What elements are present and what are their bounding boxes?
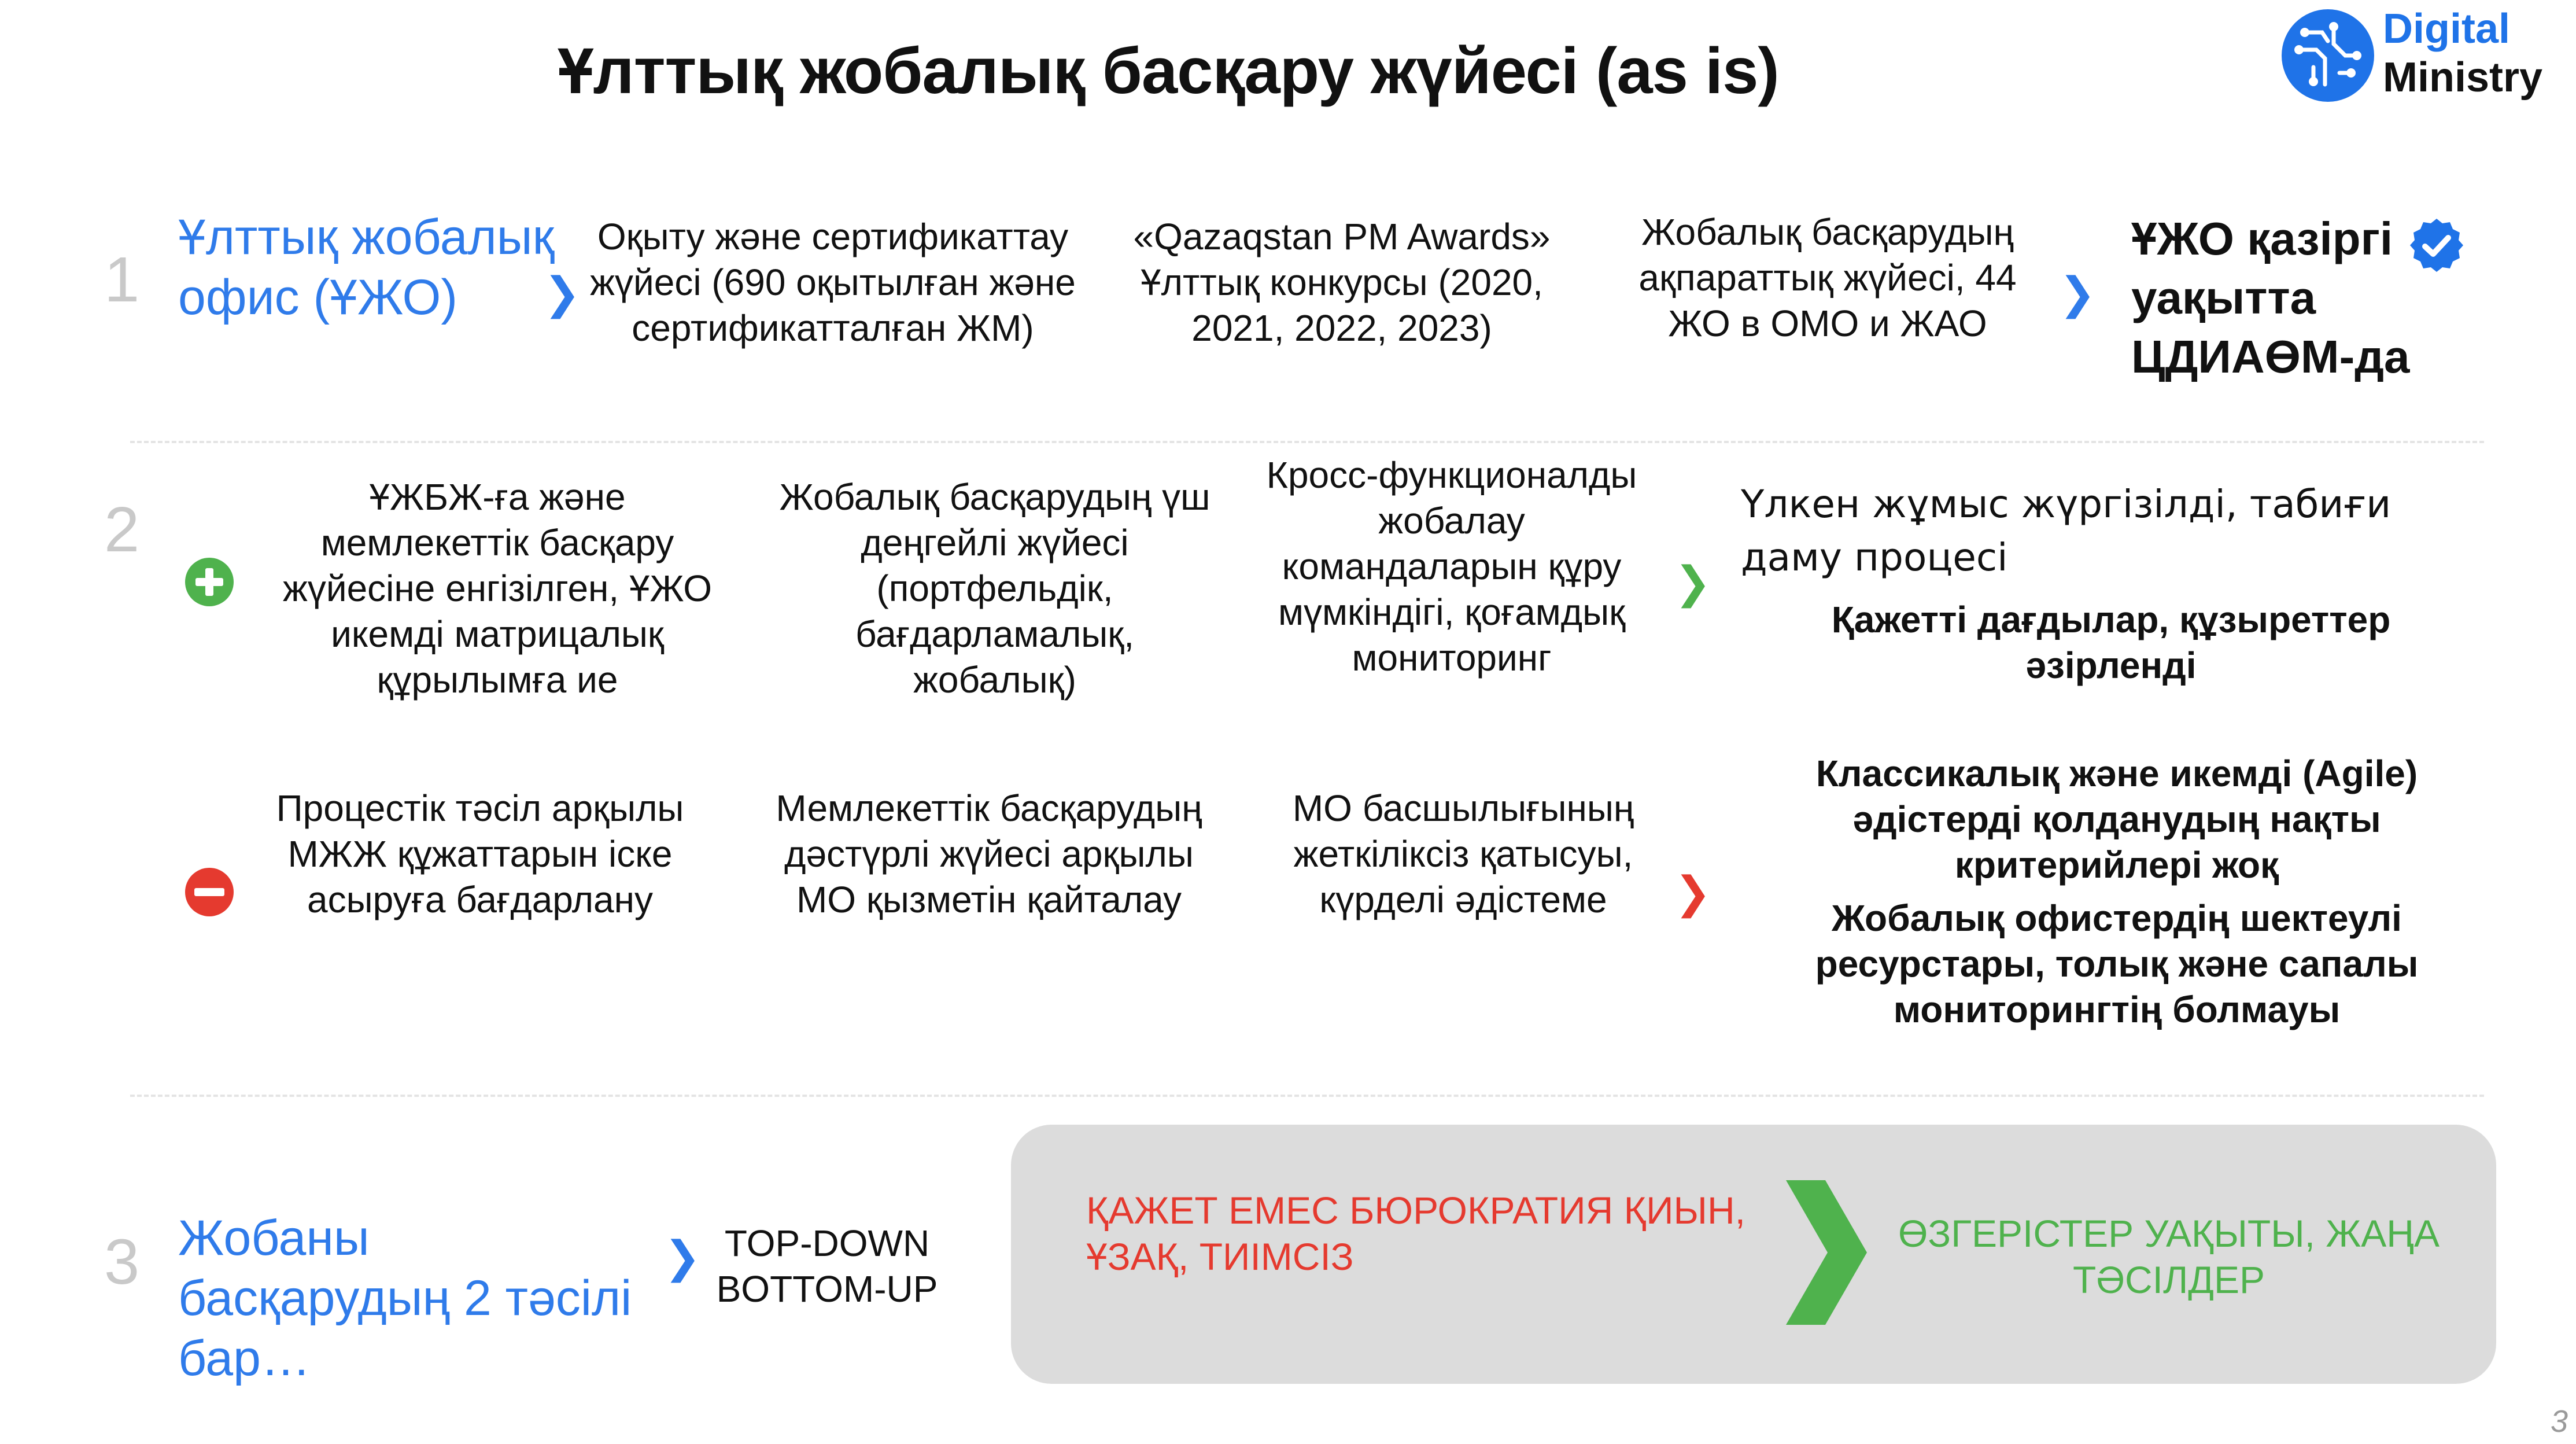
minus-circle-icon <box>184 867 235 918</box>
row2-minus-cell-leadership: МО басшылығының жеткіліксіз қатысуы, күрделі әдістеме <box>1292 787 1634 920</box>
plus-circle-icon <box>184 557 235 607</box>
row2-plus-result-progress: Үлкен жұмыс жүргізілді, табиғи даму процесі <box>1741 482 2392 580</box>
row1-cell-training: Оқыту және сертификаттау жүйесі (690 оқытылған және сертификатталған ЖМ) <box>590 216 1076 349</box>
row2-plus-cell-matrix: ҰЖБЖ-ға және мемлекеттік басқару жүйесіне енгізілген, ҰЖО икемді матрицалық құрылымға ие <box>283 476 712 701</box>
row2-plus-cell-cross-functional: Кросс-функционалды жобалау командаларын құру мүмкіндігі, қоғамдық мониторинг <box>1266 454 1637 679</box>
approach-bottom-up: BOTTOM-UP <box>716 1268 938 1310</box>
change-time-text: ӨЗГЕРІСТЕР УАҚЫТЫ, ЖАҢА ТӘСІЛДЕР <box>1898 1212 2440 1301</box>
page-title: Ұлттық жобалық басқару жүйесі (as is) <box>558 35 1779 107</box>
digital-ministry-logo-icon <box>2282 9 2374 102</box>
row2-minus-result-resources: Жобалық офистердің шектеулі ресурстары, толық және сапалы мониторингтің болмауы <box>1815 897 2419 1030</box>
chevron-right-icon: ❯ <box>1674 558 1711 607</box>
row1-cell-info-system: Жобалық басқарудың ақпараттық жүйесі, 44 ЖО в ОМО и ЖАО <box>1638 211 2017 344</box>
row1-cell-awards: «Qazaqstan PM Awards» Ұлттық конкурсы (2020, 2021, 2022, 2023) <box>1133 216 1551 349</box>
row3-approaches <box>700 1221 954 1312</box>
chevron-right-icon: ❯ <box>2059 269 2096 318</box>
bureaucracy-text: ҚАЖЕТ ЕМЕС БЮРОКРАТИЯ ҚИЫН, ҰЗАҚ, ТИІМСІЗ <box>1086 1189 1745 1278</box>
logo-line-2: Ministry <box>2383 54 2543 101</box>
row-number-2: 2 <box>104 494 140 565</box>
chevron-right-icon: ❯ <box>664 1233 701 1282</box>
logo-wordmark <box>2383 5 2542 102</box>
section-divider <box>130 441 2484 443</box>
row2-minus-cell-process: Процестік тәсіл арқылы МЖЖ құжаттарын іске асыруға бағдарлану <box>276 787 684 920</box>
section-divider <box>130 1095 2484 1097</box>
row1-label: Ұлттық жобалық офис (ҰЖО) <box>178 209 555 325</box>
large-chevron-right-icon <box>1786 1180 1867 1325</box>
row-number-3: 3 <box>104 1226 140 1298</box>
row-number-1: 1 <box>104 244 140 315</box>
row2-minus-result-criteria: Классикалық және икемді (Agile) әдістерді қолданудың нақты критерийлері жоқ <box>1815 753 2418 886</box>
chevron-right-icon: ❯ <box>544 269 581 318</box>
row2-minus-cell-duplication: Мемлекеттік басқарудың дәстүрлі жүйесі арқылы МО қызметін қайталау <box>776 787 1202 920</box>
row3-label: Жобаны басқарудың 2 тәсілі бар… <box>178 1210 632 1386</box>
row2-plus-cell-three-level: Жобалық басқарудың үш деңгейлі жүйесі (портфельдік, бағдарламалық, жобалық) <box>779 476 1211 701</box>
logo-line-1: Digital <box>2383 6 2511 52</box>
row2-plus-result-skills: Қажетті дағдылар, құзыреттер әзірленді <box>1831 599 2391 686</box>
checkmark-badge-icon <box>2409 218 2464 273</box>
row1-result: ҰЖО қазіргі уақытта ЦДИАӨМ-да <box>2131 213 2410 382</box>
page-number: 3 <box>2551 1404 2568 1439</box>
chevron-right-icon: ❯ <box>1674 868 1711 918</box>
approach-top-down: TOP-DOWN <box>724 1222 930 1264</box>
